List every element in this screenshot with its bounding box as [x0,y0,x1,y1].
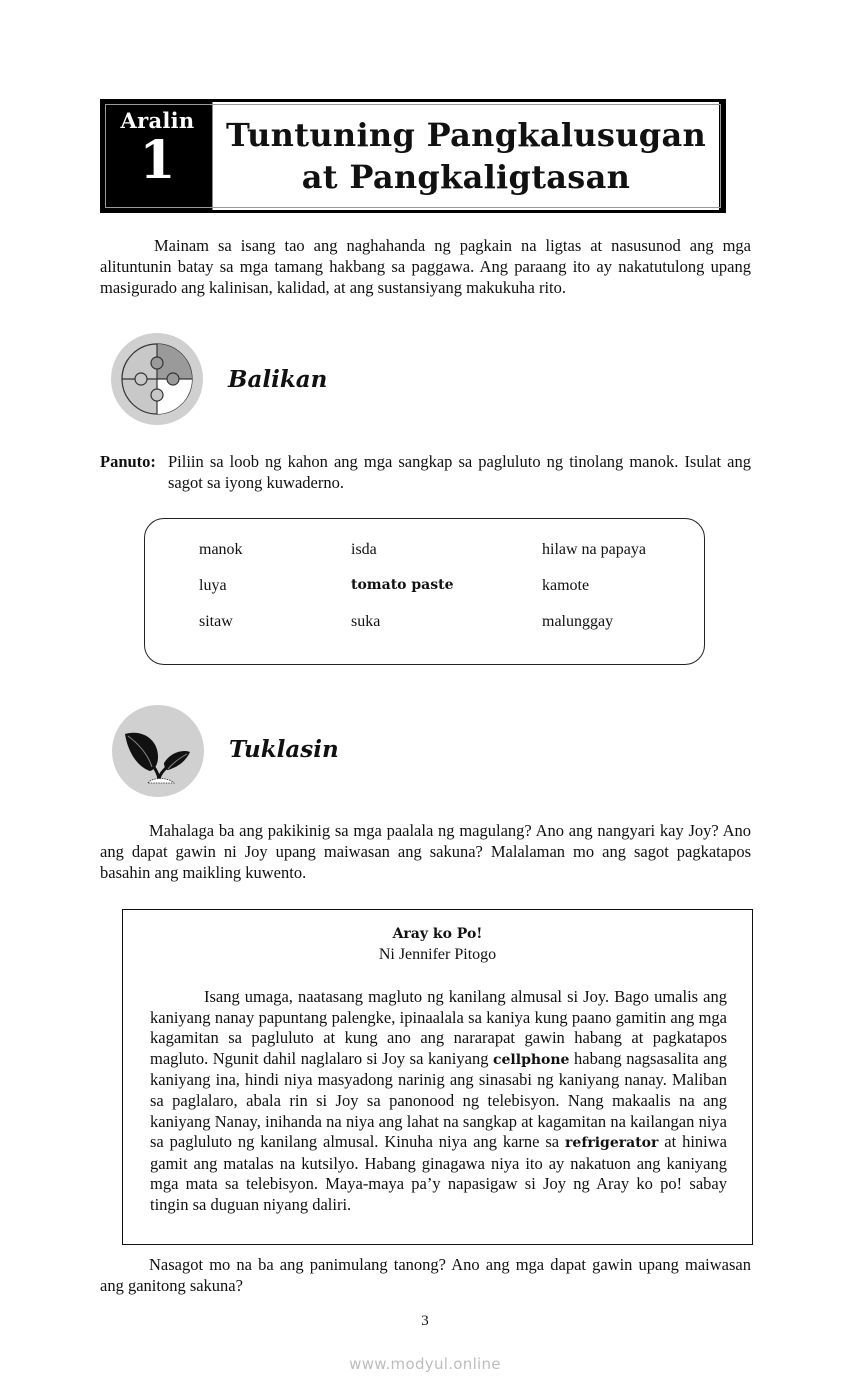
word-item: kamote [542,577,590,594]
sprout-icon [112,705,204,797]
story-bold-refrigerator: refrigerator [565,1135,659,1152]
word-item: malunggay [542,613,614,630]
story-title: Aray ko Po! [392,926,483,942]
puzzle-icon [111,333,203,425]
page-number: 3 [421,1313,429,1329]
story-text-part3: at hiniwa gamit ang matalas na kutsilyo. Habang ginagawa niya ito ay nakatuon ang kaniyang mga mata sa telebisyon. Maya-maya pa’y napasigaw si Joy ng Aray ko po! sabay tingin sa duguan niyang daliri. [150,1132,727,1214]
story-text-part2: habang nagsasalita ang kaniyang ina, hindi niya masyadong narinig ang sinasabi ng kaniyang nanay. Maliban sa paglalaro, abala rin si Joy sa panonood ng telebisyon. Nang makaalis na ang kaniyang Nanay, inihanda na niya ang lahat na sangkap at kagamitan na kailangan niya sa pagluluto ng kanilang almusal. Kinuha niya ang karne sa [150,1048,727,1152]
word-grid [199,541,702,649]
title-line-2: at Pangkaligtasan [301,158,631,196]
word-item: suka [351,613,381,630]
lesson-number: 1 [139,130,176,191]
story-author: Ni Jennifer Pitogo [378,946,497,963]
instructions-text: Piliin sa loob ng kahon ang mga sangkap sa pagluluto ng tinolang manok. Isulat ang sagot sa iyong kuwaderno. [168,452,751,492]
section-title-balikan: Balikan [228,366,328,393]
lesson-label: Aralin [120,108,195,133]
intro-paragraph [100,235,751,298]
instructions-label: Panuto: [100,452,156,471]
tuklasin-intro [100,820,751,883]
word-item: sitaw [199,613,233,630]
word-item: hilaw na papaya [542,541,646,558]
word-item: luya [199,577,227,594]
story-box [122,909,753,1245]
lesson-header [100,99,726,213]
closing-text: Nasagot mo na ba ang panimulang tanong? Ano ang mga dapat gawin upang maiwasan ang ganitong sakuna? [100,1255,751,1295]
closing-paragraph [100,1254,751,1296]
word-item: manok [199,541,243,558]
intro-text: Mainam sa isang tao ang naghahanda ng pagkain na ligtas at nasusunod ang mga alituntunin batay sa mga tamang hakbang sa paggawa. Ang paraang ito ay nakatutulong upang masigurado ang kalinisan, kalidad, at ang sustansiyang makukuha rito. [100,236,751,297]
lesson-title [213,102,723,210]
word-item: isda [351,541,377,558]
instructions [100,451,751,493]
story-body [150,987,727,1216]
story-text-part1: Isang umaga, naatasang magluto ng kanilang almusal si Joy. Bago umalis ang kaniyang nanay papuntang palengke, ipinaalala sa kaniya kung paano gamitin ang mga kagamitan sa pagluluto at kung ano ang nararapat gawin habang at pagkatapos magluto. Ngunit dahil naglalaro si Joy sa kaniyang [150,987,727,1068]
tuklasin-intro-text: Mahalaga ba ang pakikinig sa mga paalala ng magulang? Ano ang nangyari kay Joy? Ano ang dapat gawin ni Joy upang maiwasan ang sakuna? Malalaman mo ang sagot pagkatapos basahin ang maikling kuwento. [100,821,751,882]
title-line-1: Tuntuning Pangkalusugan [225,116,707,154]
word-item: tomato paste [351,577,454,593]
story-bold-cellphone: cellphone [493,1051,570,1068]
section-title-tuklasin: Tuklasin [229,736,339,763]
word-box [144,518,705,665]
watermark: www.modyul.online [349,1355,501,1373]
lesson-number-block [103,102,213,210]
